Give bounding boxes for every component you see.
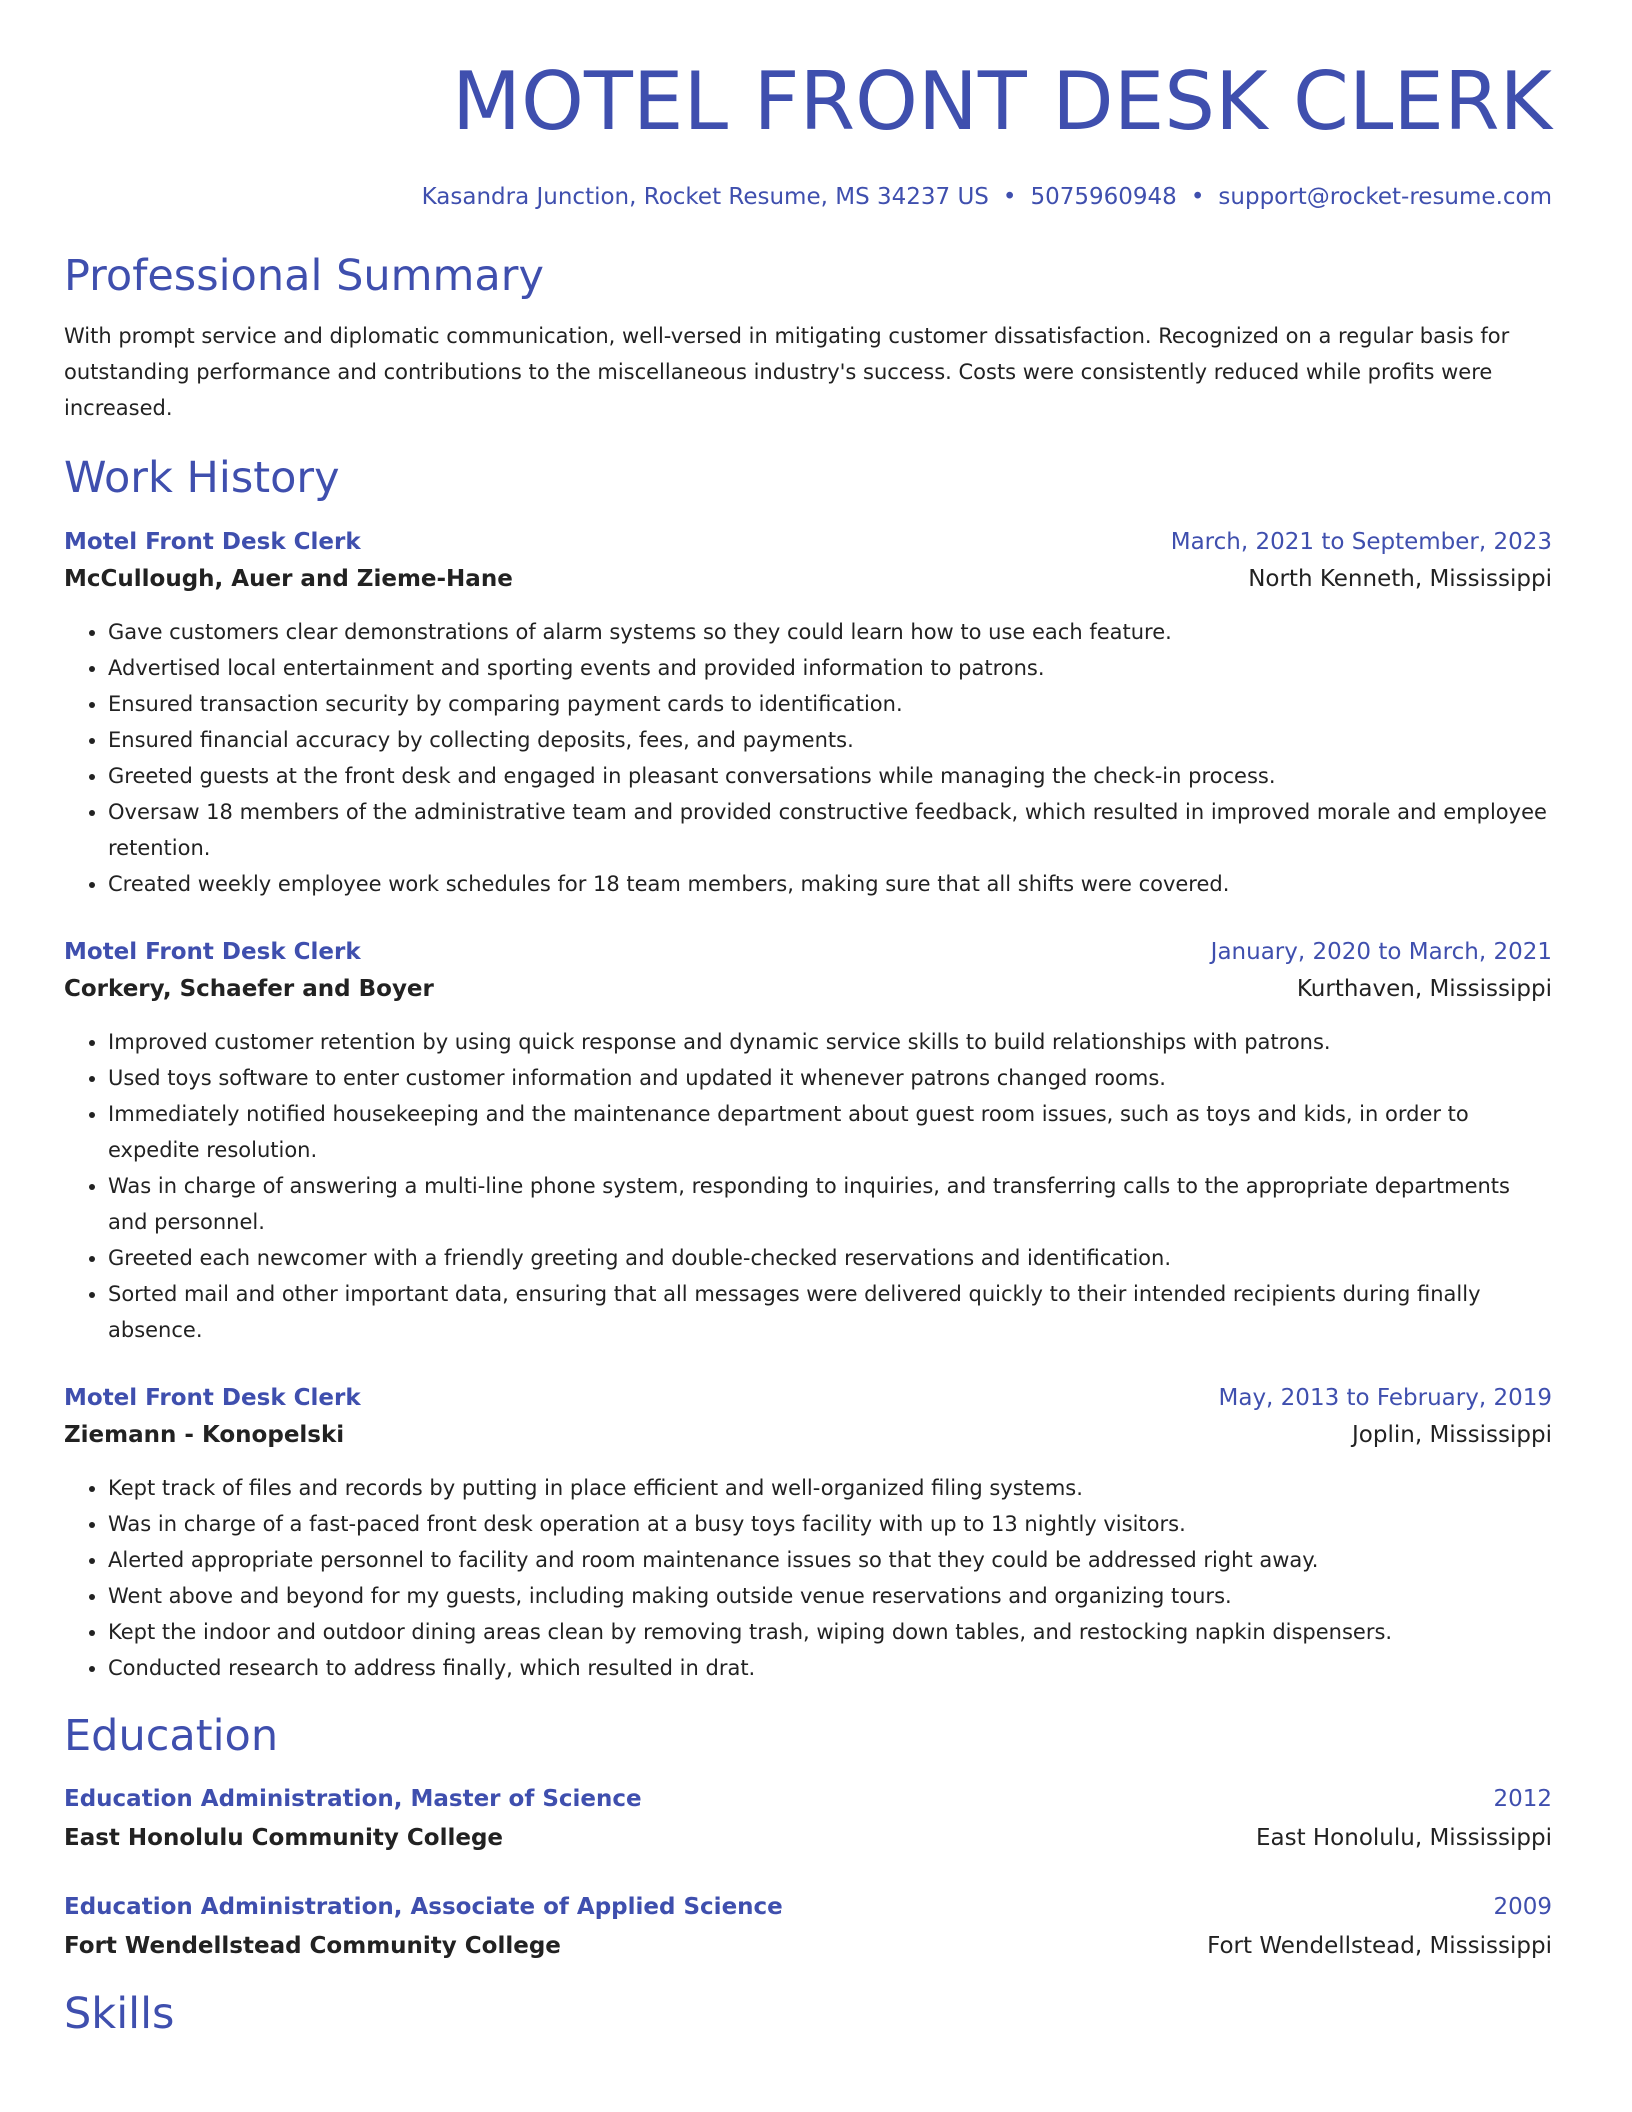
job-entry (64, 1380, 1552, 1686)
job-title: Motel Front Desk Clerk (64, 939, 361, 965)
job-bullet: • Used toys software to enter customer information and updated it whenever patrons changed rooms. (108, 1060, 1552, 1096)
skills-heading: Skills (64, 1989, 175, 2039)
job-dates: January, 2020 to March, 2021 (1210, 939, 1552, 965)
education-school: East Honolulu Community College (64, 1825, 504, 1851)
job-bullet: • Sorted mail and other important data, ensuring that all messages were delivered quickly to their intended recipients during finally absence. (108, 1276, 1552, 1348)
job-company-row (64, 1416, 1552, 1454)
contact-line (64, 182, 1552, 212)
job-location: North Kenneth, Mississippi (1248, 566, 1552, 592)
contact-address: Kasandra Junction, Rocket Resume, MS 34237 US (421, 184, 989, 210)
job-company-row (64, 970, 1552, 1008)
job-bullets (64, 1024, 1552, 1348)
job-bullet: • Oversaw 18 members of the administrative team and provided constructive feedback, which resulted in improved morale and employee retention. (108, 794, 1552, 866)
job-title: Motel Front Desk Clerk (64, 529, 361, 555)
contact-separator: • (1002, 184, 1017, 210)
job-bullet: • Created weekly employee work schedules for 18 team members, making sure that all shifts were covered. (108, 866, 1552, 902)
education-degree-row (64, 1780, 1552, 1818)
job-bullets (64, 1470, 1552, 1686)
job-title-row (64, 1380, 1552, 1416)
job-bullet: • Immediately notified housekeeping and the maintenance department about guest room issues, such as toys and kids, in order to expedite resolution. (108, 1096, 1552, 1168)
job-bullet: • Went above and beyond for my guests, including making outside venue reservations and organizing tours. (108, 1578, 1552, 1614)
job-bullet: • Ensured financial accuracy by collecting deposits, fees, and payments. (108, 722, 1552, 758)
job-title-row (64, 524, 1552, 560)
job-title: Motel Front Desk Clerk (64, 1385, 361, 1411)
job-company: McCullough, Auer and Zieme-Hane (64, 566, 513, 592)
job-location: Kurthaven, Mississippi (1296, 976, 1552, 1002)
job-bullet: • Advertised local entertainment and sporting events and provided information to patrons. (108, 650, 1552, 686)
job-bullet: • Improved customer retention by using quick response and dynamic service skills to build relationships with patrons. (108, 1024, 1552, 1060)
education-school-row (64, 1926, 1552, 1966)
education-heading: Education (64, 1711, 279, 1761)
job-bullet: • Kept the indoor and outdoor dining areas clean by removing trash, wiping down tables, and restocking napkin dispensers. (108, 1614, 1552, 1650)
summary-text: With prompt service and diplomatic communication, well-versed in mitigating customer dissatisfaction. Recognized on a regular basis for outstanding performance and contributions to the miscellaneous industry's success. Costs were consistently reduced while profits were increased. (64, 324, 1510, 420)
job-company-row (64, 560, 1552, 598)
education-location: East Honolulu, Mississippi (1255, 1825, 1552, 1851)
education-entry (64, 1780, 1552, 1858)
job-entry (64, 934, 1552, 1348)
job-dates: May, 2013 to February, 2019 (1218, 1385, 1552, 1411)
job-bullet: • Ensured transaction security by comparing payment cards to identification. (108, 686, 1552, 722)
job-bullet: • Conducted research to address finally, which resulted in drat. (108, 1650, 1552, 1686)
contact-separator: • (1190, 184, 1205, 210)
job-dates: March, 2021 to September, 2023 (1170, 529, 1552, 555)
education-location: Fort Wendellstead, Mississippi (1207, 1933, 1552, 1959)
contact-phone: 5075960948 (1030, 184, 1177, 210)
job-title-row (64, 934, 1552, 970)
education-school-row (64, 1818, 1552, 1858)
job-bullet: • Alerted appropriate personnel to facility and room maintenance issues so that they could be addressed right away. (108, 1542, 1552, 1578)
job-bullet: • Was in charge of answering a multi-line phone system, responding to inquiries, and transferring calls to the appropriate departments and personnel. (108, 1168, 1552, 1240)
education-entry (64, 1888, 1552, 1966)
resume-title: MOTEL FRONT DESK CLERK (452, 55, 1552, 148)
job-bullet: • Was in charge of a fast-paced front desk operation at a busy toys facility with up to 13 nightly visitors. (108, 1506, 1552, 1542)
job-company: Ziemann - Konopelski (64, 1422, 345, 1448)
education-year: 2009 (1493, 1894, 1552, 1920)
education-school: Fort Wendellstead Community College (64, 1933, 561, 1959)
job-bullet: • Gave customers clear demonstrations of alarm systems so they could learn how to use each feature. (108, 614, 1552, 650)
job-company: Corkery, Schaefer and Boyer (64, 976, 434, 1002)
job-bullet: • Kept track of files and records by putting in place efficient and well-organized filing systems. (108, 1470, 1552, 1506)
job-bullet: • Greeted guests at the front desk and engaged in pleasant conversations while managing the check-in process. (108, 758, 1552, 794)
summary-heading: Professional Summary (64, 251, 544, 301)
job-bullet: • Greeted each newcomer with a friendly greeting and double-checked reservations and identification. (108, 1240, 1552, 1276)
education-degree: Education Administration, Master of Science (64, 1786, 642, 1812)
job-entry (64, 524, 1552, 902)
job-location: Joplin, Mississippi (1352, 1422, 1552, 1448)
contact-email[interactable]: support@rocket-resume.com (1218, 184, 1552, 210)
education-degree: Education Administration, Associate of Applied Science (64, 1894, 783, 1920)
education-year: 2012 (1493, 1786, 1552, 1812)
work-history-heading: Work History (64, 453, 340, 503)
education-degree-row (64, 1888, 1552, 1926)
job-bullets (64, 614, 1552, 902)
